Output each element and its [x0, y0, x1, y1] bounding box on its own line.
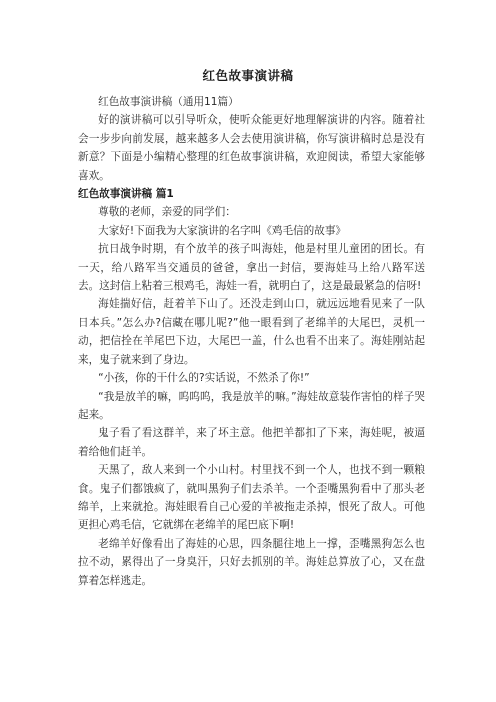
- document-title: 红色故事演讲稿: [202, 68, 294, 83]
- paragraph: 红色故事演讲稿（通用11篇）: [98, 96, 239, 108]
- paragraph: 鬼子看了看这群羊，来了坏主意。他把羊都扣了下来，海娃呢，被逼着给他们赶羊。: [78, 427, 425, 458]
- paragraph: 好的演讲稿可以引导听众，使听众能更好地理解演讲的内容。随着社会一步步向前发展，越来越多人会去使用演讲稿，你写演讲稿时总是没有新意？下面是小编精心整理的红色故事演讲稿，欢迎阅读，希望大家能够喜欢。: [78, 114, 425, 182]
- section-heading: 红色故事演讲稿 篇1: [78, 188, 174, 201]
- paragraph: 天黑了，敌人来到一个小山村。村里找不到一个人，也找不到一颗粮食。鬼子们都饿疯了，就叫黑狗子们去杀羊。一个歪嘴黑狗看中了那头老绵羊，上来就抢。海娃眼看自己心爱的羊被拖走杀掉，恨死了敌人。可他更担心鸡毛信，它就绑在老绵羊的尾巴底下啊!: [78, 464, 425, 532]
- paragraph: “我是放羊的嘛，呜呜呜，我是放羊的嘛。”海娃故意装作害怕的样子哭起来。: [78, 390, 425, 421]
- paragraph: 抗日战争时期，有个放羊的孩子叫海娃，他是村里儿童团的团长。有一天，给八路军当交通员的爸爸，拿出一封信，要海娃马上给八路军送去。这封信上粘着三根鸡毛，海娃一看，就明白了，这是最最紧急的信呀!: [78, 243, 425, 293]
- document-body: [78, 93, 425, 590]
- paragraph: 海娃揣好信，赶着羊下山了。还没走到山口，就远远地看见来了一队日本兵。”怎么办?信藏在哪儿呢?”他一眼看到了老绵羊的大尾巴，灵机一动，把信拴在羊尾巴下边，大尾巴一盖，什么也看不出来了。海娃刚站起来，鬼子就来到了身边。: [78, 298, 425, 366]
- paragraph: 大家好!下面我为大家演讲的名字叫《鸡毛信的故事》: [98, 224, 347, 237]
- paragraph: 尊敬的老师，亲爱的同学们：: [98, 206, 236, 219]
- paragraph: “小孩，你的干什么的?实话说，不然杀了你!”: [98, 372, 310, 385]
- paragraph: 老绵羊好像看出了海娃的心思，四条腿往地上一撑，歪嘴黑狗怎么也拉不动，累得出了一身臭汗，只好去抓别的羊。海娃总算放了心，又在盘算着怎样逃走。: [78, 537, 425, 587]
